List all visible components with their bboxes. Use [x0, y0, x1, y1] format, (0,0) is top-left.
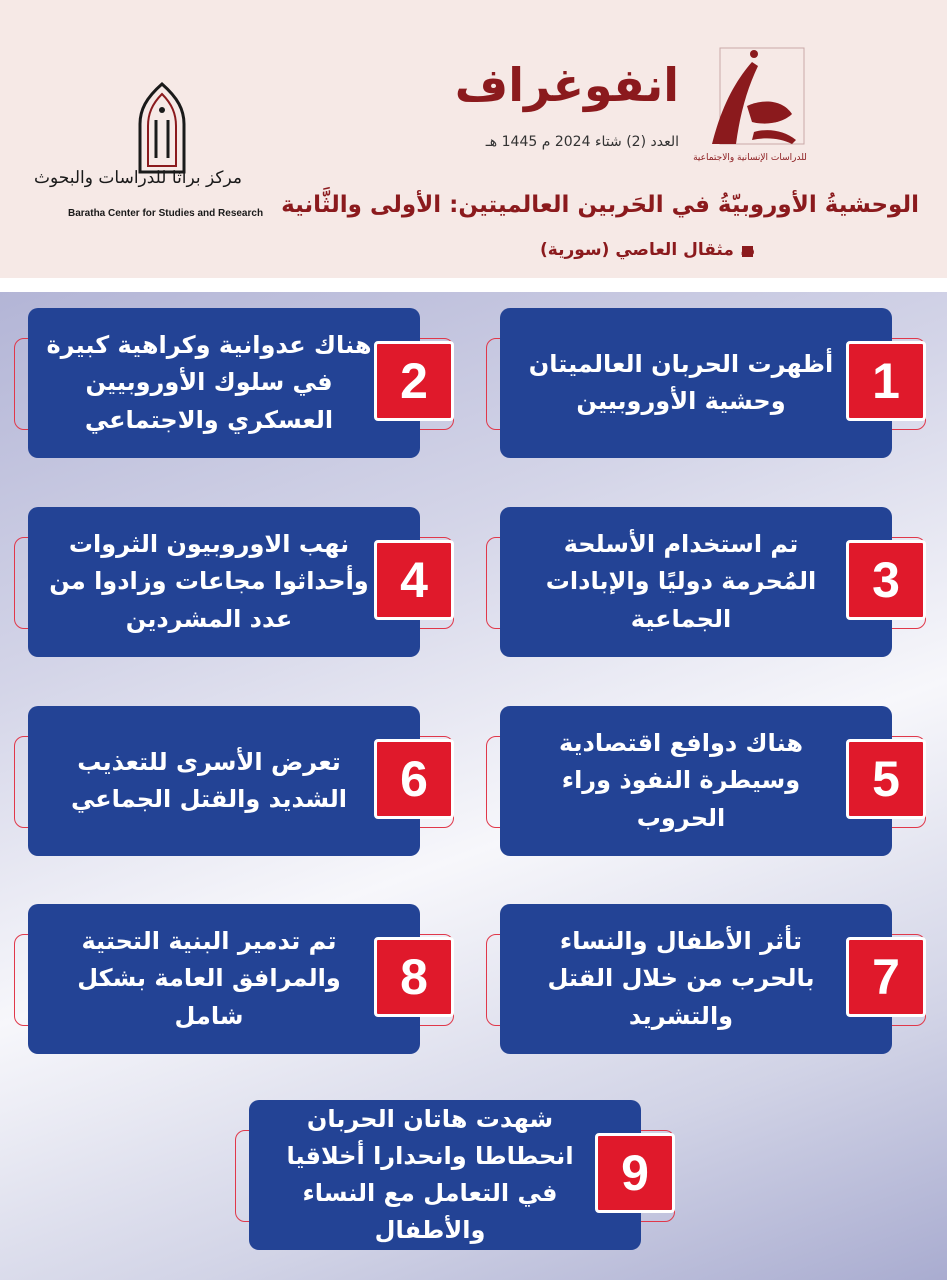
card-number-badge: 1 — [846, 341, 926, 421]
center-name-arabic: مركز براثا للدراسات والبحوث — [33, 168, 242, 188]
fact-card-6 — [28, 706, 450, 856]
fact-card-8 — [28, 904, 450, 1054]
fact-card-7 — [500, 904, 922, 1054]
magazine-name: انفوغراف — [454, 58, 679, 112]
magazine-logo-icon — [692, 44, 807, 152]
fact-card-3 — [500, 507, 922, 657]
fact-card-5 — [500, 706, 922, 856]
center-logo-icon — [126, 80, 198, 180]
card-text: تعرض الأسرى للتعذيب الشديد والقتل الجماعي — [70, 747, 348, 813]
page-title: الوحشيةُ الأوروبيّةُ في الحَربين العالميتين: الأولى والثَّانية — [281, 192, 919, 218]
header — [0, 0, 947, 278]
card-number-badge: 5 — [846, 739, 926, 819]
card-number-badge: 6 — [374, 739, 454, 819]
card-text: تم تدمير البنية التحتية والمرافق العامة بشكل شامل — [77, 927, 341, 1030]
card-number-badge: 9 — [595, 1133, 675, 1213]
fact-card-4 — [28, 507, 450, 657]
card-text: هناك عدوانية وكراهية كبيرة في سلوك الأوروبيين العسكري والاجتماعي — [46, 331, 372, 434]
fact-card-9 — [249, 1100, 671, 1250]
issue-line: العدد (2) شتاء 2024 م 1445 هـ — [485, 134, 679, 150]
card-text: أظهرت الحربان العالميتان وحشية الأوروبيين — [528, 349, 834, 415]
card-number-badge: 8 — [374, 937, 454, 1017]
card-text: نهب الاوروبيون الثروات وأحداثوا مجاعات وزادوا من عدد المشردين — [49, 530, 369, 633]
fact-card-2 — [28, 308, 450, 458]
card-text: هناك دوافع اقتصادية وسيطرة النفوذ وراء الحروب — [558, 729, 803, 832]
card-number-badge: 4 — [374, 540, 454, 620]
center-name-english: Baratha Center for Studies and Research — [68, 208, 264, 219]
author-name: د. مثقال العاصي (سورية) — [540, 240, 755, 260]
card-text: تم استخدام الأسلحة المُحرمة دوليًا والإبادات الجماعية — [545, 530, 817, 633]
card-text: تأثر الأطفال والنساء بالحرب من خلال القتل والتشريد — [547, 927, 815, 1030]
card-number-badge: 3 — [846, 540, 926, 620]
fact-card-1 — [500, 308, 922, 458]
card-number-badge: 7 — [846, 937, 926, 1017]
card-number-badge: 2 — [374, 341, 454, 421]
magazine-tagline: للدراسات الإنسانية والاجتماعية — [693, 153, 807, 163]
card-text: شهدت هاتان الحربان انحطاطا وانحدارا أخلاقيا في التعامل مع النساء والأطفال — [286, 1104, 574, 1245]
